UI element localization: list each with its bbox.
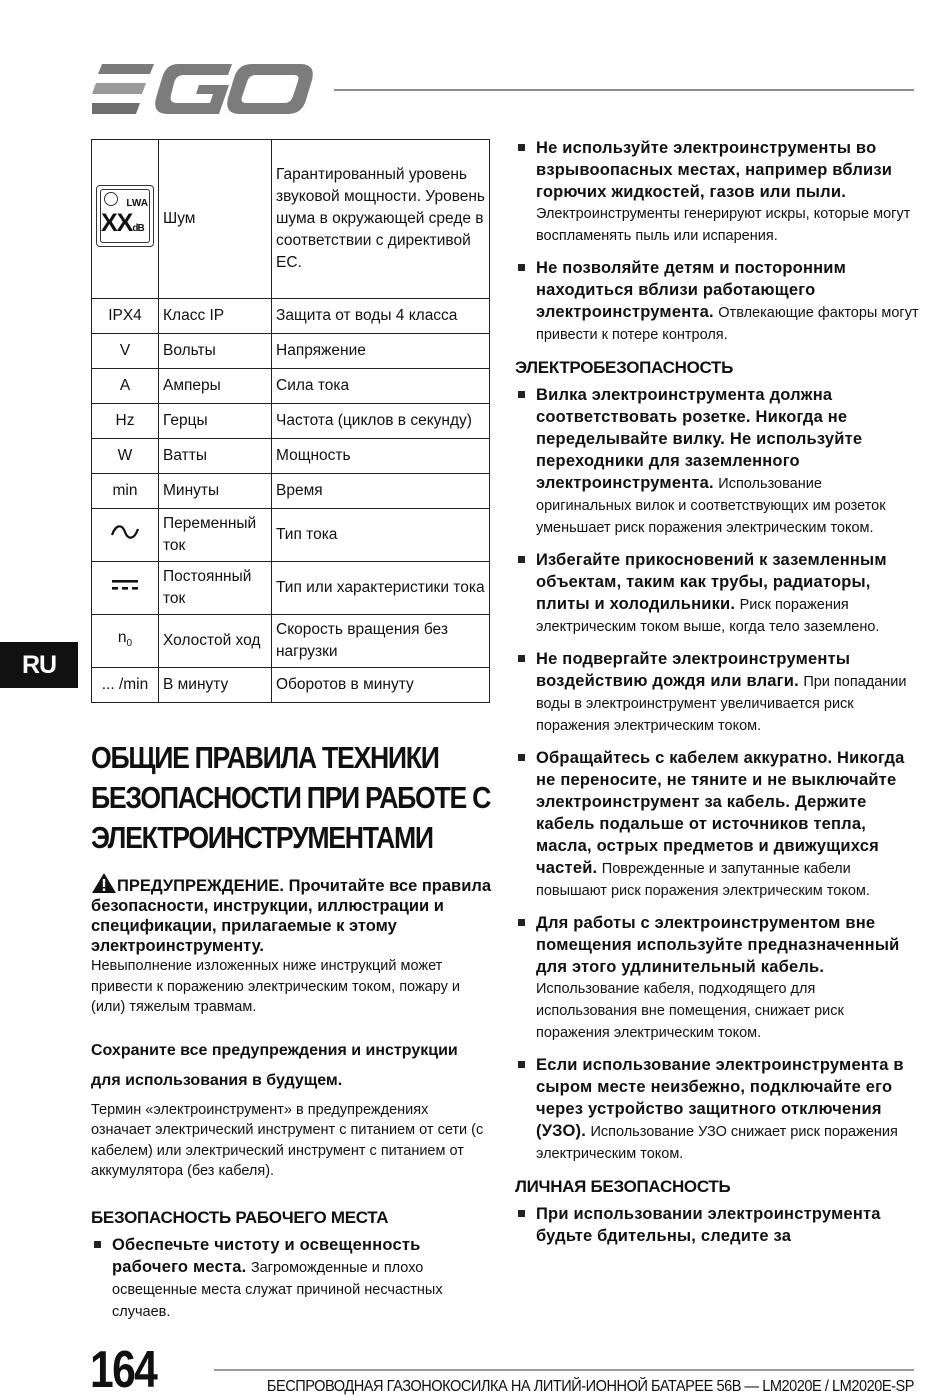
table-row — [92, 140, 490, 299]
table-cell-desc: Скорость вращения без нагрузки — [272, 615, 490, 668]
sound-power-icon: LWA XXdB — [96, 185, 154, 247]
list-item: Если использование электроинструмента в сыром месте неизбежно, подключайте его через устройство защитного отключения (УЗО). Использование УЗО снижает риск поражения электрическим током. — [515, 1054, 920, 1165]
table-cell-symbol: A — [92, 369, 159, 404]
table-cell-symbol: W — [92, 439, 159, 474]
table-cell-name: В минуту — [159, 668, 272, 703]
list-item: Обеспечьте чистоту и освещенность рабочего места. Загроможденные и плохо освещенные места служат причиной несчастных случаев. — [91, 1234, 491, 1323]
table-cell-name: Шум — [159, 140, 272, 299]
alternating-current-icon — [110, 522, 140, 542]
list-item: Вилка электроинструмента должна соответствовать розетке. Никогда не переделывайте вилку. Не используйте переходники для заземленного электроинструмента. Использование оригинальных вилок и соответствующих им розеток уменьшает риск поражения электрическим током. — [515, 384, 920, 539]
warning-word: ПРЕДУПРЕЖДЕНИЕ. — [117, 877, 284, 895]
table-row — [92, 299, 490, 334]
list-item: Избегайте прикосновений к заземленным объектам, таким как трубы, радиаторы, плиты и холодильники. Риск поражения электрическим током выше, когда тело заземлено. — [515, 549, 920, 638]
right-column — [515, 137, 920, 1258]
warning-bold-text: Прочитайте все правила безопасности, инструкции, иллюстрации и спецификации, прилагаемые к этому электроинструменту. — [91, 877, 492, 955]
list-item: При использовании электроинструмента будьте бдительны, следите за — [515, 1203, 920, 1248]
list-item: Не позволяйте детям и посторонним находиться вблизи работающего электроинструмента. Отвлекающие факторы могут привести к потере контроля. — [515, 257, 920, 346]
table-cell-desc: Напряжение — [272, 334, 490, 369]
table-row — [92, 474, 490, 509]
bullet-icon — [518, 754, 525, 761]
page-number: 164 — [90, 1341, 157, 1399]
table-cell-desc: Мощность — [272, 439, 490, 474]
general-list — [515, 137, 920, 346]
table-cell-name: Класс IP — [159, 299, 272, 334]
footer-title: БЕСПРОВОДНАЯ ГАЗОНОКОСИЛКА НА ЛИТИЙ-ИОННОЙ БАТАРЕЕ 56В — LM2020E / LM2020E-SP — [266, 1378, 914, 1395]
list-item: Обращайтесь с кабелем аккуратно. Никогда не переносите, не тяните и не выключайте электроинструмент за кабель. Держите кабель подальше от источников тепла, масла, острых предметов и движущихся частей. Поврежденные и запутанные кабели повышают риск поражения электрическим током. — [515, 747, 920, 902]
list-item: Для работы с электроинструментом вне помещения используйте предназначенный для этого удлинительный кабель. Использование кабеля, подходящего для использования вне помещения, снижает риск поражения электрическим током. — [515, 912, 920, 1044]
symbols-table — [91, 139, 490, 703]
bullet-icon — [518, 655, 525, 662]
table-cell-symbol: ... /min — [92, 668, 159, 703]
table-row — [92, 334, 490, 369]
table-cell-name: Постоянный ток — [159, 562, 272, 615]
table-cell-symbol — [92, 140, 159, 299]
warning-text: Невыполнение изложенных ниже инструкций может привести к поражению электрическим током, пожару и (или) тяжелым травмам. — [91, 958, 460, 1015]
direct-current-icon — [110, 576, 140, 594]
table-cell-desc: Тип или характеристики тока — [272, 562, 490, 615]
table-cell-name: Минуты — [159, 474, 272, 509]
bullet-icon — [518, 1061, 525, 1068]
bullet-icon — [518, 919, 525, 926]
table-row — [92, 439, 490, 474]
workplace-list — [91, 1234, 491, 1323]
table-cell-symbol — [92, 509, 159, 562]
electrical-list — [515, 384, 920, 1165]
term-paragraph: Термин «электроинструмент» в предупреждениях означает электрический инструмент с питанием от сети (с кабелем) или электрический инструмент с питанием от аккумулятора (без кабеля). — [91, 1101, 484, 1179]
left-column — [91, 738, 491, 1333]
table-cell-symbol: IPX4 — [92, 299, 159, 334]
table-cell-desc: Защита от воды 4 класса — [272, 299, 490, 334]
table-cell-symbol: V — [92, 334, 159, 369]
table-cell-name: Холостой ход — [159, 615, 272, 668]
table-cell-desc: Тип тока — [272, 509, 490, 562]
table-cell-desc: Время — [272, 474, 490, 509]
ego-logo — [92, 64, 314, 114]
table-row — [92, 562, 490, 615]
section-heading-workplace: БЕЗОПАСНОСТЬ РАБОЧЕГО МЕСТА — [91, 1207, 389, 1227]
bullet-icon — [518, 144, 525, 151]
table-row — [92, 615, 490, 668]
table-cell-name: Вольты — [159, 334, 272, 369]
table-cell-symbol — [92, 562, 159, 615]
bullet-icon — [518, 1210, 525, 1217]
bullet-icon — [518, 391, 525, 398]
language-tab: RU — [0, 642, 78, 688]
section-title: ОБЩИЕ ПРАВИЛА ТЕХНИКИ БЕЗОПАСНОСТИ ПРИ РАБОТЕ С ЭЛЕКТРОИНСТРУМЕНТАМИ — [91, 740, 491, 855]
list-item: Не используйте электроинструменты во взрывоопасных местах, например вблизи горючих жидкостей, газов или пыли. Электроинструменты генерируют искры, которые могут воспламенять пыль или испарения. — [515, 137, 920, 247]
table-cell-name: Ватты — [159, 439, 272, 474]
list-item: Не подвергайте электроинструменты воздействию дождя или влаги. При попадании воды в электроинструмент увеличивается риск поражения электрическим током. — [515, 648, 920, 737]
bullet-icon — [518, 556, 525, 563]
table-cell-desc: Гарантированный уровень звуковой мощности. Уровень шума в окружающей среде в соответствии с директивой ЕС. — [272, 140, 490, 299]
section-heading-personal: ЛИЧНАЯ БЕЗОПАСНОСТЬ — [515, 1177, 731, 1196]
table-cell-desc: Частота (циклов в секунду) — [272, 404, 490, 439]
table-cell-name: Переменный ток — [159, 509, 272, 562]
table-row — [92, 404, 490, 439]
table-cell-desc: Оборотов в минуту — [272, 668, 490, 703]
section-heading-electrical: ЭЛЕКТРОБЕЗОПАСНОСТЬ — [515, 358, 734, 377]
header-rule — [334, 89, 914, 91]
footer-rule — [214, 1369, 914, 1371]
warning-block — [91, 872, 491, 1018]
table-cell-symbol: $n_0$ — [92, 615, 159, 668]
bullet-icon — [94, 1241, 101, 1248]
table-cell-name: Амперы — [159, 369, 272, 404]
table-row — [92, 668, 490, 703]
table-cell-desc: Сила тока — [272, 369, 490, 404]
table-cell-symbol: min — [92, 474, 159, 509]
table-row — [92, 369, 490, 404]
table-cell-name: Герцы — [159, 404, 272, 439]
bullet-icon — [518, 264, 525, 271]
personal-list — [515, 1203, 920, 1248]
save-instructions-note: Сохраните все предупреждения и инструкции для использования в будущем. — [91, 1041, 458, 1089]
table-row — [92, 509, 490, 562]
table-cell-symbol: Hz — [92, 404, 159, 439]
warning-triangle-icon — [91, 872, 117, 894]
